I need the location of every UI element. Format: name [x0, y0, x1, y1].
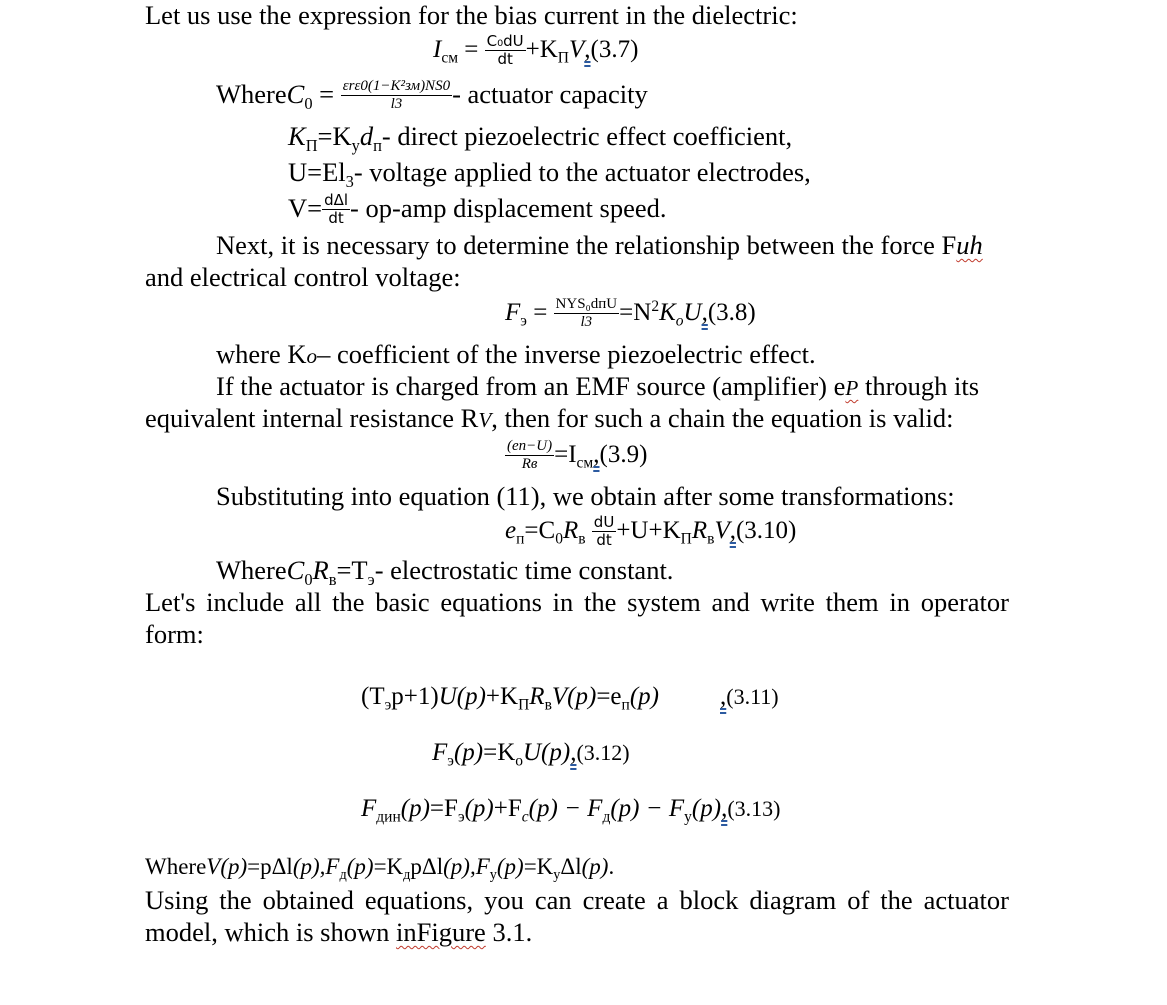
eq312-c-sub: o — [515, 752, 523, 770]
v-lhs: V= — [288, 193, 323, 223]
para5-text: Let's include all the basic equations in the system and write them in operator — [145, 587, 1009, 617]
where4-m: (p) — [581, 854, 609, 879]
eq311-a-sub: э — [384, 696, 392, 714]
eq37-lhs: I — [433, 36, 442, 64]
eq310-lhs-sub: п — [516, 530, 525, 548]
equation-3-12 — [432, 737, 630, 769]
intro-text: Let us use the expression for the bias current in the dielectric: — [145, 0, 798, 30]
where3-text: - electrostatic time constant. — [374, 555, 674, 585]
eq37-var: V — [569, 36, 585, 64]
eq37-lhs-sub: см — [441, 49, 459, 67]
where1-prefix: Where — [216, 79, 287, 109]
eq310-num: dU — [593, 513, 615, 531]
eq313-i-sub: у — [684, 808, 692, 826]
eq313-f: (p) — [528, 795, 558, 822]
eq313-c-sub: э — [457, 808, 465, 826]
eq312-d: U(p) — [523, 739, 571, 766]
eq39-den: Rв — [521, 456, 538, 472]
where-operator-line — [145, 851, 614, 883]
where1-var: C — [286, 79, 305, 109]
eq311-e: R — [529, 683, 545, 710]
para6-line1 — [145, 884, 1009, 916]
v-definition-line — [288, 192, 666, 228]
eq38-var: K — [659, 299, 676, 327]
eq310-var2: R — [691, 517, 708, 545]
where1-eqsign: = — [319, 79, 335, 109]
para3-text-a: If the actuator is charged from an EMF source (amplifier) e — [216, 371, 846, 401]
eq311-h: (p) — [629, 683, 659, 710]
para4-text: Substituting into equation (11), we obtain after some transformations: — [216, 481, 955, 511]
para2-uh: uh — [956, 230, 983, 260]
where1-fraction — [341, 78, 452, 113]
eq312-a-sub: э — [447, 752, 454, 770]
para6-line2 — [145, 916, 532, 948]
eq39-rhs-sub: см — [576, 454, 594, 472]
where2-text-b: – coefficient of the inverse piezoelectric effect. — [317, 339, 816, 369]
eq311-tag: (3.11) — [726, 684, 779, 709]
kp-lhs-sub: П — [305, 135, 318, 155]
where3-rhs-sub: э — [367, 569, 375, 589]
where2-text-a: where K — [216, 339, 307, 369]
eq38-num: NYS₀dпU — [555, 296, 618, 312]
where4-a: V(p) — [206, 854, 248, 879]
para3-text-c: equivalent internal resistance R — [145, 403, 479, 433]
eq313-i: − F — [639, 795, 685, 822]
eq39-fraction — [505, 438, 554, 473]
eq313-g-sub: д — [602, 808, 611, 826]
where4-j: (p) — [496, 854, 524, 879]
eq311-c: U(p) — [438, 683, 486, 710]
eq37-eqsign: = — [464, 36, 479, 64]
para3-v: V — [478, 408, 492, 432]
eq312-b: (p) — [453, 739, 484, 766]
para3-text-d: , then for such a chain the equation is valid: — [491, 403, 954, 433]
eq311-g-sub: п — [621, 696, 630, 714]
where4-e: (p) — [346, 854, 374, 879]
u-lhs-sub: 3 — [345, 171, 354, 191]
eq38-tag: (3.8) — [707, 299, 756, 327]
eq313-e-sub: c — [521, 808, 529, 826]
eq310-den: dt — [596, 531, 612, 549]
where1-text: - actuator capacity — [452, 79, 648, 109]
eq313-j: (p) — [691, 795, 722, 822]
u-text: - voltage applied to the actuator electrodes, — [353, 157, 811, 187]
eq310-mid: =C — [524, 517, 556, 545]
v-num: dΔl — [324, 191, 349, 210]
where4-i-sub: y — [489, 866, 497, 883]
eq37-comma: , — [584, 36, 591, 64]
eq38-fraction — [554, 296, 620, 331]
kp-mid: =K — [317, 121, 352, 151]
where-ko-line — [216, 338, 816, 372]
where4-c: (p) — [292, 854, 320, 879]
para6-text-a: model, which is shown — [145, 917, 396, 947]
eq310-mid-sub: 0 — [555, 530, 563, 548]
para2-text: Next, it is necessary to determine the relationship between the force F — [216, 230, 957, 260]
where4-d: ,F — [319, 854, 340, 879]
eq310-rhs-sub: П — [680, 530, 692, 548]
where3-rhs: =T — [336, 555, 368, 585]
where3-prefix: Where — [216, 555, 287, 585]
eq310-tag: (3.10) — [735, 517, 797, 545]
equation-3-9 — [505, 439, 647, 474]
u-definition-line — [288, 156, 811, 191]
v-den: dt — [328, 209, 344, 228]
eq38-var-sub: o — [675, 312, 684, 330]
eq313-c: =F — [429, 795, 458, 822]
intro-line — [145, 0, 798, 31]
where-c0-line — [216, 78, 648, 114]
eq37-rhs: +K — [525, 36, 558, 64]
para4-line — [216, 480, 955, 512]
where3-var2-sub: в — [328, 569, 337, 589]
where4-b: =pΔl — [247, 854, 293, 879]
kp-var: d — [359, 121, 374, 151]
equation-3-7 — [433, 34, 638, 69]
where4-d-sub: д — [339, 866, 347, 883]
eq311-a: (T — [361, 683, 385, 710]
eq38-lhs: F — [505, 299, 521, 327]
para5-text2: form: — [145, 619, 204, 649]
eq313-e: +F — [493, 795, 522, 822]
eq38-lhs-sub: э — [520, 312, 527, 330]
eq38-eqsign: = — [533, 299, 548, 327]
kp-text: - direct piezoelectric effect coefficient, — [381, 121, 793, 151]
eq313-comma: , — [721, 795, 728, 822]
where1-num: εrε0(1−K²зм)NS0 — [342, 78, 451, 95]
eq311-d-sub: П — [518, 696, 530, 714]
eq313-a: F — [361, 795, 377, 822]
eq38-rhs: =N — [619, 299, 652, 327]
eq313-b: (p) — [400, 795, 430, 822]
where3-var: C — [286, 555, 305, 585]
para3-p: P — [845, 376, 859, 400]
eq312-tag: (3.12) — [576, 740, 630, 765]
equation-3-13 — [361, 793, 780, 825]
figure-reference: inFigure — [396, 917, 486, 947]
eq310-fraction — [592, 514, 617, 549]
equation-3-8 — [505, 297, 756, 332]
eq39-rhs: =I — [554, 441, 577, 469]
eq38-comma: , — [701, 299, 708, 327]
where4-k-sub: y — [553, 866, 561, 883]
where4-g: pΔl — [410, 854, 444, 879]
eq311-e-sub: в — [544, 696, 552, 714]
eq310-comma: , — [729, 517, 736, 545]
eq313-d: (p) — [464, 795, 494, 822]
eq310-var2-sub: в — [707, 530, 715, 548]
para2-line2 — [145, 261, 461, 293]
para2-line1 — [216, 229, 983, 261]
para2-text2: and electrical control voltage: — [145, 262, 461, 292]
eq38-rhs-sup: 2 — [651, 297, 660, 315]
eq37-den: dt — [497, 50, 513, 68]
eq37-fraction — [485, 33, 526, 68]
where3-var-sub: 0 — [304, 569, 313, 589]
where4-f: =K — [373, 854, 404, 879]
eq311-tag-group — [720, 681, 779, 713]
eq313-g: − F — [557, 795, 603, 822]
para5-line2 — [145, 618, 204, 650]
eq310-rhs: +U+K — [616, 517, 681, 545]
where2-o: o — [306, 344, 318, 368]
eq38-var2: U — [683, 299, 702, 327]
eq310-var3: V — [714, 517, 730, 545]
where-time-constant-line — [216, 554, 674, 589]
eq311-comma: , — [720, 683, 727, 710]
eq312-comma: , — [570, 739, 577, 766]
eq39-comma: , — [593, 441, 600, 469]
para3-line1 — [216, 370, 979, 404]
where4-h: (p) — [443, 854, 470, 879]
eq311-d: +K — [485, 683, 519, 710]
eq37-num: C₀dU — [486, 32, 524, 50]
kp-mid-sub: y — [351, 135, 360, 155]
eq310-var: R — [562, 517, 579, 545]
eq311-f: V(p) — [551, 683, 597, 710]
equation-3-10 — [505, 515, 796, 550]
where4-i: ,F — [469, 854, 490, 879]
eq39-num: (eп−U) — [507, 438, 553, 454]
kp-var-sub: п — [373, 135, 382, 155]
v-fraction — [322, 192, 350, 227]
eq311-g: =e — [596, 683, 622, 710]
para6-text-b: 3.1. — [485, 917, 533, 947]
eq310-var-sub: в — [578, 530, 586, 548]
eq39-tag: (3.9) — [599, 441, 648, 469]
para5-line1 — [145, 586, 1009, 618]
eq311-b: p+1) — [391, 683, 439, 710]
u-lhs: U=El — [288, 157, 346, 187]
where4-l: Δl — [560, 854, 582, 879]
eq37-tag: (3.7) — [590, 36, 639, 64]
where4-n: . — [608, 854, 615, 879]
where3-var2: R — [312, 555, 329, 585]
kp-lhs: K — [288, 121, 306, 151]
eq312-a: F — [432, 739, 448, 766]
where4-prefix: Where — [145, 854, 207, 879]
where1-var-sub: 0 — [304, 93, 313, 113]
para6-text: Using the obtained equations, you can create a block diagram of the actuator — [145, 885, 1009, 915]
v-text: - op-amp displacement speed. — [350, 193, 667, 223]
kp-definition-line — [288, 120, 793, 155]
eq37-rhs-sub: П — [557, 49, 569, 67]
eq313-a-sub: дин — [376, 808, 401, 826]
eq310-lhs: e — [505, 517, 517, 545]
eq313-h: (p) — [610, 795, 640, 822]
para3-line2 — [145, 402, 953, 436]
where4-f-sub: д — [403, 866, 411, 883]
eq312-c: =K — [483, 739, 516, 766]
equation-3-11 — [361, 681, 791, 713]
eq38-den: l3 — [580, 314, 593, 330]
where1-den: l3 — [390, 96, 403, 113]
where4-k: =K — [523, 854, 554, 879]
eq313-tag: (3.13) — [727, 796, 781, 821]
para3-text-b: through its — [864, 371, 980, 401]
